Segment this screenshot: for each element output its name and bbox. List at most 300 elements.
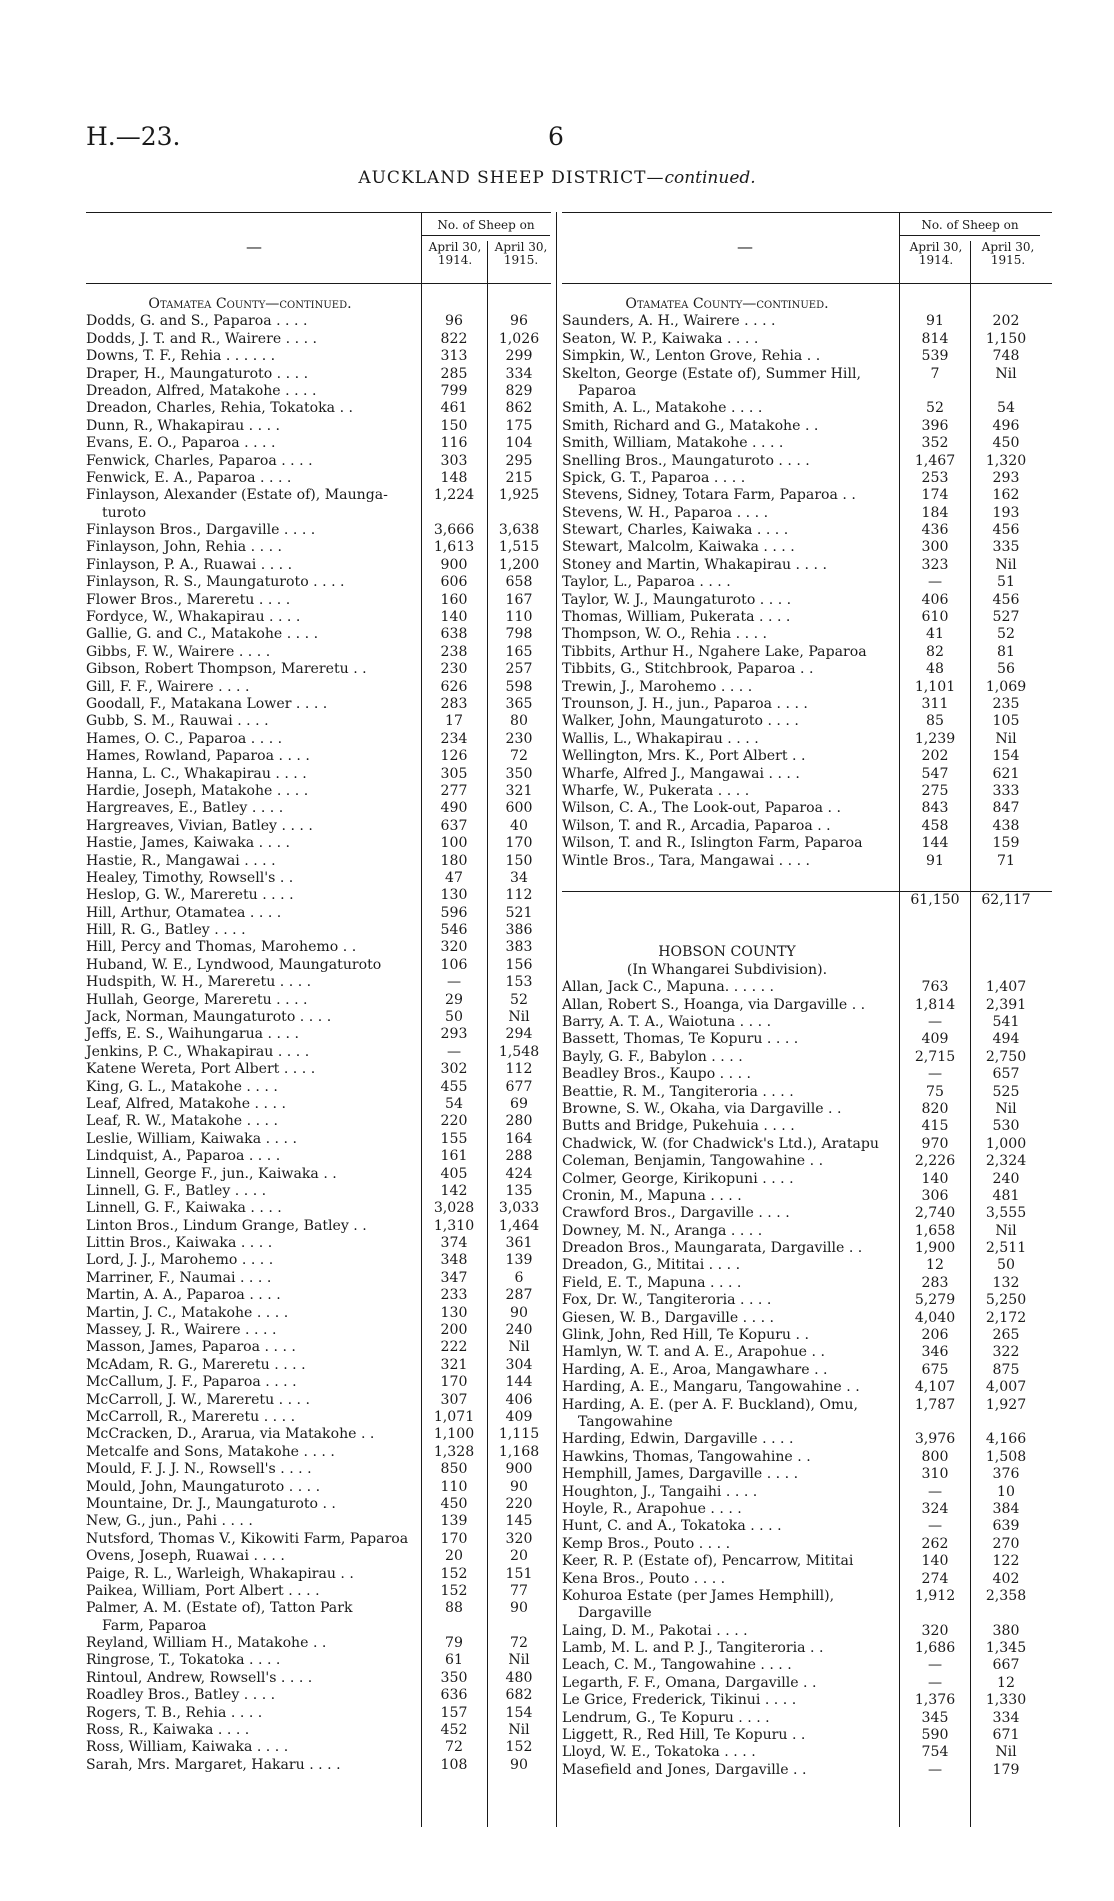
owner-name: Keer, R. P. (Estate of), Pencarrow, Mititai — [562, 1553, 854, 1570]
owner-name: Lendrum, G., Te Kopuru . . . . — [562, 1709, 770, 1726]
sheep-1915: 40 — [510, 817, 528, 834]
sheep-1914: 283 — [440, 695, 468, 712]
owner-name: Rogers, T. B., Rehia . . . . — [86, 1704, 263, 1721]
sheep-1914: 148 — [440, 469, 468, 486]
sheep-1914: 799 — [440, 382, 468, 399]
sheep-1915: 1,464 — [498, 1217, 540, 1234]
sheep-1914: 305 — [440, 765, 468, 782]
table-row — [562, 800, 1052, 817]
table-row — [562, 418, 1052, 435]
sheep-1915: 1,026 — [498, 330, 540, 347]
owner-name: HOBSON COUNTY — [658, 944, 796, 961]
owner-name: McCarroll, J. W., Mareretu . . . . — [86, 1391, 310, 1408]
sheep-1914: 234 — [440, 730, 468, 747]
sheep-1915: 280 — [505, 1113, 533, 1130]
table-row — [86, 366, 551, 383]
table-row — [562, 661, 1052, 678]
sheep-1914: 1,071 — [433, 1409, 475, 1425]
table-row — [562, 383, 1052, 400]
sheep-1914: 547 — [921, 765, 949, 782]
table-row — [86, 470, 551, 487]
sheep-1914: 75 — [926, 1083, 944, 1100]
sheep-1915: 230 — [505, 730, 533, 747]
table-row — [562, 1466, 1052, 1483]
owner-name: Paikea, William, Port Albert . . . . — [86, 1582, 320, 1599]
sheep-1914: 152 — [440, 1582, 468, 1599]
owner-name: Linton Bros., Lindum Grange, Batley . . — [86, 1217, 367, 1234]
sheep-1914: 61 — [445, 1652, 463, 1669]
sheep-1914: 300 — [921, 539, 949, 556]
sheep-1914: 160 — [440, 591, 468, 608]
table-row — [562, 1188, 1052, 1205]
col-1915-heading: April 30, 1915. — [494, 240, 548, 267]
sheep-1915: 409 — [505, 1409, 533, 1425]
owner-name: Liggett, R., Red Hill, Te Kopuru . . — [562, 1727, 806, 1744]
name-column-heading: — — [246, 237, 262, 256]
sheep-1915: 164 — [505, 1130, 533, 1147]
table-row — [562, 453, 1052, 470]
sheep-1915: 4,166 — [985, 1431, 1027, 1448]
sheep-1914: — — [446, 974, 462, 991]
table-row — [562, 1640, 1052, 1657]
table-row — [562, 1518, 1052, 1535]
table-row — [562, 592, 1052, 609]
table-row — [562, 435, 1052, 452]
col-1914-heading: April 30, 1914. — [428, 240, 482, 267]
owner-name: Downey, M. N., Aranga . . . . — [562, 1222, 763, 1239]
sheep-1915: 862 — [505, 400, 533, 417]
sheep-1915: 1,515 — [498, 539, 540, 556]
owner-name: Smith, William, Matakohe . . . . — [562, 435, 784, 452]
table-row — [86, 713, 551, 730]
sheep-1915: 54 — [997, 400, 1015, 417]
sheep-1915: 80 — [510, 713, 528, 730]
table-row — [562, 522, 1052, 539]
table-row — [86, 1200, 551, 1217]
sheep-1914: 3,028 — [433, 1200, 475, 1217]
sheep-1915: 179 — [992, 1761, 1020, 1778]
sheep-1915: 1,150 — [985, 330, 1027, 347]
sheep-1914: 52 — [926, 400, 944, 417]
owner-name: New, G., jun., Pahi . . . . — [86, 1513, 253, 1530]
table-row — [562, 927, 1052, 944]
owner-name: Tibbits, G., Stitchbrook, Paparoa . . — [562, 661, 814, 678]
owner-name: King, G. L., Matakohe . . . . — [86, 1078, 278, 1095]
sheep-1915: 96 — [510, 313, 528, 330]
table-row — [86, 1461, 551, 1478]
table-row — [86, 870, 551, 887]
sheep-1914: 274 — [921, 1570, 949, 1587]
owner-name: Finlayson, R. S., Maungaturoto . . . . — [86, 574, 345, 591]
sheep-1914: 461 — [440, 400, 468, 417]
sheep-1915: 287 — [505, 1287, 533, 1304]
sheep-1914: 1,101 — [914, 678, 956, 695]
owner-name: Gallie, G. and C., Matakohe . . . . — [86, 626, 319, 643]
owner-name: Field, E. T., Mapuna . . . . — [562, 1274, 742, 1291]
table-row — [562, 1692, 1052, 1709]
owner-name: Finlayson, John, Rehia . . . . — [86, 539, 283, 556]
sheep-1915: 62,117 — [981, 892, 1031, 909]
owner-name: Chadwick, W. (for Chadwick's Ltd.), Aratapu — [562, 1135, 879, 1152]
owner-name: Hill, R. G., Batley . . . . — [86, 922, 246, 939]
table-row — [562, 696, 1052, 713]
sheep-1914: 3,976 — [914, 1431, 956, 1448]
sheep-1914: 763 — [921, 979, 949, 996]
sheep-1915: 1,168 — [498, 1443, 540, 1460]
sheep-1914: 293 — [440, 1026, 468, 1043]
owner-name: Farm, Paparoa — [102, 1617, 207, 1634]
sheep-1915: 1,548 — [498, 1043, 540, 1060]
page-code: H.—23. — [86, 122, 181, 151]
owner-name: Allan, Robert S., Hoanga, via Dargaville . . — [562, 996, 866, 1013]
owner-name: Kemp Bros., Pouto . . . . — [562, 1535, 731, 1552]
owner-name: Finlayson, P. A., Ruawai . . . . — [86, 556, 293, 573]
sheep-1915: Nil — [995, 1744, 1017, 1761]
table-row — [86, 487, 551, 504]
table-row — [562, 1066, 1052, 1083]
sheep-1915: 1,115 — [498, 1426, 540, 1443]
table-row — [562, 644, 1052, 661]
sheep-1914: 61,150 — [910, 892, 960, 909]
table-row — [562, 1623, 1052, 1640]
owner-name: Browne, S. W., Okaha, via Dargaville . . — [562, 1100, 842, 1117]
table-row — [86, 418, 551, 435]
table-row — [562, 1362, 1052, 1379]
sheep-1915: Nil — [508, 1722, 530, 1739]
table-row — [86, 644, 551, 661]
owner-name: Leach, C. M., Tangowahine . . . . — [562, 1657, 792, 1674]
sheep-1915: 105 — [992, 713, 1020, 730]
sheep-1914: 144 — [921, 835, 949, 852]
table-row — [562, 400, 1052, 417]
sheep-1915: 112 — [505, 1061, 533, 1078]
sheep-1914: 1,328 — [433, 1443, 475, 1460]
sheep-1915: 150 — [505, 852, 533, 869]
table-row — [86, 818, 551, 835]
sheep-1915: 494 — [992, 1031, 1020, 1048]
sheep-1915: Nil — [508, 1339, 530, 1356]
owner-name: Houghton, J., Tangaihi . . . . — [562, 1483, 758, 1500]
table-row — [86, 1409, 551, 1426]
table-row — [86, 1444, 551, 1461]
table-row — [562, 1484, 1052, 1501]
sheep-1915: 2,172 — [985, 1309, 1027, 1326]
owner-name: Leaf, R. W., Matakohe . . . . — [86, 1113, 278, 1130]
sheep-1914: 610 — [921, 609, 949, 626]
owner-name: McCallum, J. F., Paparoa . . . . — [86, 1374, 297, 1391]
sheep-1914: 822 — [440, 330, 468, 347]
sheep-1914: 1,787 — [914, 1396, 956, 1413]
owner-name: Nutsford, Thomas V., Kikowiti Farm, Paparoa — [86, 1530, 409, 1547]
owner-name: Tangowahine — [578, 1414, 673, 1430]
sheep-1915: 12 — [997, 1674, 1015, 1691]
table-row — [86, 1722, 551, 1739]
owner-name: Hullah, George, Mareretu . . . . — [86, 991, 308, 1008]
sheep-1914: 79 — [445, 1635, 463, 1652]
table-row — [562, 1588, 1052, 1605]
owner-name: Hargreaves, Vivian, Batley . . . . — [86, 817, 313, 834]
owner-name: Massey, J. R., Wairere . . . . — [86, 1322, 277, 1339]
table-row — [562, 470, 1052, 487]
section-heading — [562, 296, 1052, 313]
page-number: 6 — [548, 122, 564, 151]
sheep-1915: 2,358 — [985, 1587, 1027, 1604]
table-row — [562, 1710, 1052, 1727]
sheep-1914: 157 — [440, 1704, 468, 1721]
sheep-1914: — — [927, 1657, 943, 1674]
sheep-1915: 3,555 — [985, 1205, 1027, 1222]
table-row — [562, 1744, 1052, 1761]
sheep-1915: 1,407 — [985, 979, 1027, 996]
sheep-1914: 72 — [445, 1739, 463, 1756]
sheep-1914: 170 — [440, 1374, 468, 1391]
sheep-1915: 3,033 — [498, 1200, 540, 1217]
table-row — [86, 1079, 551, 1096]
table-row — [86, 1322, 551, 1339]
table-row — [86, 905, 551, 922]
table-row — [86, 1757, 551, 1774]
sheep-1914: 850 — [440, 1461, 468, 1478]
owner-name: Gill, F. F., Wairere . . . . — [86, 678, 250, 695]
col-divider — [421, 213, 422, 283]
owner-name: Draper, H., Maungaturoto . . . . — [86, 365, 309, 382]
owner-name: Harding, A. E. (per A. F. Buckland), Omu, — [562, 1396, 858, 1413]
table-row — [562, 1657, 1052, 1674]
section-heading — [86, 296, 551, 313]
sheep-1915: Nil — [995, 365, 1017, 382]
table-row — [562, 1240, 1052, 1257]
table-row — [562, 748, 1052, 765]
sheep-1914: 675 — [921, 1361, 949, 1378]
sheep-1914: 636 — [440, 1687, 468, 1704]
sheep-1915: Nil — [995, 556, 1017, 573]
sheep-1915: 334 — [505, 365, 533, 382]
table-row — [86, 835, 551, 852]
owner-name: Legarth, F. F., Omana, Dargaville . . — [562, 1674, 817, 1691]
owner-name: Wilson, C. A., The Look-out, Paparoa . . — [562, 800, 841, 817]
owner-name: Harding, A. E., Aroa, Mangawhare . . — [562, 1361, 828, 1378]
table-row — [562, 1275, 1052, 1292]
table-row — [86, 783, 551, 800]
sheep-1915: 81 — [997, 643, 1015, 660]
table-row — [86, 435, 551, 452]
owner-name: Huband, W. E., Lyndwood, Maungaturoto — [86, 956, 382, 973]
sheep-1915: 386 — [505, 922, 533, 939]
owner-name: Taylor, W. J., Maungaturoto . . . . — [562, 591, 792, 608]
table-row — [562, 1727, 1052, 1744]
owner-name: Snelling Bros., Maungaturoto . . . . — [562, 452, 810, 469]
sheep-1915: 1,069 — [985, 678, 1027, 695]
sheep-1915: 288 — [505, 1148, 533, 1165]
sheep-1914: 347 — [440, 1269, 468, 1286]
owner-name: Thompson, W. O., Rehia . . . . — [562, 626, 768, 643]
table-row — [86, 1166, 551, 1183]
sheep-1914: — — [927, 1761, 943, 1778]
table-row — [562, 1762, 1052, 1779]
table-row — [86, 1496, 551, 1513]
owner-name: Rintoul, Andrew, Rowsell's . . . . — [86, 1669, 313, 1686]
sheep-1915: 657 — [992, 1066, 1020, 1083]
owner-name: Masefield and Jones, Dargaville . . — [562, 1761, 807, 1778]
table-row — [86, 557, 551, 574]
owner-name: McCarroll, R., Mareretu . . . . — [86, 1409, 296, 1425]
table-row — [562, 1675, 1052, 1692]
owner-name: Hastie, R., Mangawai . . . . — [86, 852, 276, 869]
sheep-1914: 108 — [440, 1756, 468, 1773]
table-row — [562, 348, 1052, 365]
owner-name: Katene Wereta, Port Albert . . . . — [86, 1061, 316, 1078]
sheep-1915: 1,000 — [985, 1135, 1027, 1152]
table-row — [86, 800, 551, 817]
sheep-1914: 405 — [440, 1165, 468, 1182]
table-row — [562, 1571, 1052, 1588]
name-column-heading: — — [737, 237, 753, 256]
sheep-1914: 350 — [440, 1669, 468, 1686]
sheep-1915: Nil — [508, 1009, 530, 1026]
sheep-1914: 306 — [921, 1187, 949, 1204]
sheep-1914: 140 — [921, 1553, 949, 1570]
sheep-1915: Nil — [995, 730, 1017, 747]
owner-name: Ross, William, Kaiwaka . . . . — [86, 1739, 289, 1756]
table-row — [86, 679, 551, 696]
owner-name: Metcalfe and Sons, Matakohe . . . . — [86, 1443, 335, 1460]
sheep-1914: 1,310 — [433, 1217, 475, 1234]
table-row — [86, 1235, 551, 1252]
table-row — [86, 1600, 551, 1617]
owner-name: Dodds, J. T. and R., Wairere . . . . — [86, 330, 318, 347]
sheep-1915: 3,638 — [498, 522, 540, 539]
owner-name: Skelton, George (Estate of), Summer Hill, — [562, 365, 861, 382]
sheep-1915: 167 — [505, 591, 533, 608]
sheep-1914: 436 — [921, 522, 949, 539]
sheep-1915: 1,200 — [498, 556, 540, 573]
sheep-1915: 240 — [992, 1170, 1020, 1187]
owner-name: Wintle Bros., Tara, Mangawai . . . . — [562, 852, 811, 869]
sheep-1914: 130 — [440, 887, 468, 904]
owner-name: Paige, R. L., Warleigh, Whakapirau . . — [86, 1565, 354, 1582]
sheep-1914: 233 — [440, 1287, 468, 1304]
sheep-1915: 135 — [505, 1182, 533, 1199]
right-table-header — [562, 212, 1052, 284]
table-row — [562, 1136, 1052, 1153]
owner-name: Harding, Edwin, Dargaville . . . . — [562, 1431, 794, 1448]
sheep-1914: 48 — [926, 661, 944, 678]
owner-name: Jack, Norman, Maungaturoto . . . . — [86, 1009, 332, 1026]
sheep-1915: 456 — [992, 522, 1020, 539]
sheep-1915: 621 — [992, 765, 1020, 782]
sheep-1914: 1,900 — [914, 1240, 956, 1257]
table-row — [86, 1183, 551, 1200]
owner-name: Heslop, G. W., Mareretu . . . . — [86, 887, 294, 904]
sheep-1914: 800 — [921, 1448, 949, 1465]
sheep-1914: 310 — [921, 1466, 949, 1483]
sheep-1914: — — [446, 1043, 462, 1060]
sheep-1914: 220 — [440, 1113, 468, 1130]
sheep-1915: 671 — [992, 1727, 1020, 1744]
sheep-1914: 1,100 — [433, 1426, 475, 1443]
owner-name: Hudspith, W. H., Mareretu . . . . — [86, 974, 312, 991]
owner-name: Butts and Bridge, Pukehuia . . . . — [562, 1118, 795, 1135]
table-row — [86, 1044, 551, 1061]
table-row — [86, 522, 551, 539]
table-row — [562, 1171, 1052, 1188]
owner-name: Allan, Jack C., Mapuna. . . . . . — [562, 979, 775, 996]
owner-name: Reyland, William H., Matakohe . . — [86, 1635, 327, 1652]
table-row — [562, 1223, 1052, 1240]
sheep-1914: 1,912 — [914, 1587, 956, 1604]
sheep-1915: 193 — [992, 504, 1020, 521]
table-row — [86, 766, 551, 783]
owner-name: Ovens, Joseph, Ruawai . . . . — [86, 1548, 285, 1565]
table-row — [562, 818, 1052, 835]
table-row — [562, 313, 1052, 330]
sheep-1914: 202 — [921, 748, 949, 765]
table-row — [562, 626, 1052, 643]
table-row — [86, 1618, 551, 1635]
table-row — [86, 1009, 551, 1026]
owner-name: Leslie, William, Kaiwaka . . . . — [86, 1130, 297, 1147]
sheep-1914: 91 — [926, 313, 944, 330]
owner-name: Smith, A. L., Matakohe . . . . — [562, 400, 763, 417]
table-row — [86, 957, 551, 974]
table-row — [562, 1014, 1052, 1031]
table-row — [86, 1096, 551, 1113]
sheep-1914: 54 — [445, 1095, 463, 1112]
sheep-1914: 180 — [440, 852, 468, 869]
owner-name: Finlayson Bros., Dargaville . . . . — [86, 522, 316, 539]
owner-name: Sarah, Mrs. Margaret, Hakaru . . . . — [86, 1756, 341, 1773]
table-row — [86, 1061, 551, 1078]
owner-name: Taylor, L., Paparoa . . . . — [562, 574, 731, 591]
sheep-1914: 4,107 — [914, 1379, 956, 1396]
owner-name: Gubb, S. M., Rauwai . . . . — [86, 713, 269, 730]
sheep-1914: — — [927, 1674, 943, 1691]
table-row — [562, 766, 1052, 783]
col-divider — [970, 241, 971, 283]
owner-name: Lord, J. J., Marohemo . . . . — [86, 1252, 274, 1269]
sheep-1914: 29 — [445, 991, 463, 1008]
owner-name: (In Whangarei Subdivision). — [626, 961, 828, 978]
sheep-1915: 450 — [992, 435, 1020, 452]
table-row — [562, 1397, 1052, 1414]
sheep-1914: 638 — [440, 626, 468, 643]
owner-name: Wilson, T. and R., Arcadia, Paparoa . . — [562, 817, 831, 834]
sheep-1915: 220 — [505, 1495, 533, 1512]
table-row — [562, 487, 1052, 504]
sheep-1914: 754 — [921, 1744, 949, 1761]
sheep-1915: 110 — [505, 609, 533, 626]
sheep-1915: 598 — [505, 678, 533, 695]
table-row — [562, 557, 1052, 574]
sheep-1915: 639 — [992, 1518, 1020, 1535]
owner-name: McAdam, R. G., Mareretu . . . . — [86, 1356, 306, 1373]
owner-name: Stewart, Malcolm, Kaiwaka . . . . — [562, 539, 795, 556]
sheep-1914: 110 — [440, 1478, 468, 1495]
sheep-1914: 7 — [930, 365, 940, 382]
sheep-1915: 530 — [992, 1118, 1020, 1135]
sheep-1914: 396 — [921, 417, 949, 434]
sheep-1915: 480 — [505, 1669, 533, 1686]
sheep-1914: 302 — [440, 1061, 468, 1078]
owner-name: Wilson, T. and R., Islington Farm, Paparoa — [562, 835, 863, 852]
owner-name: Leaf, Alfred, Matakohe . . . . — [86, 1095, 286, 1112]
table-row — [562, 1536, 1052, 1553]
owner-name: Lamb, M. L. and P. J., Tangiteroria . . — [562, 1640, 824, 1657]
table-row — [562, 1431, 1052, 1448]
table-row — [562, 1292, 1052, 1309]
page-title-main: AUCKLAND SHEEP DISTRICT— — [358, 168, 665, 188]
sheep-1915: 170 — [505, 835, 533, 852]
